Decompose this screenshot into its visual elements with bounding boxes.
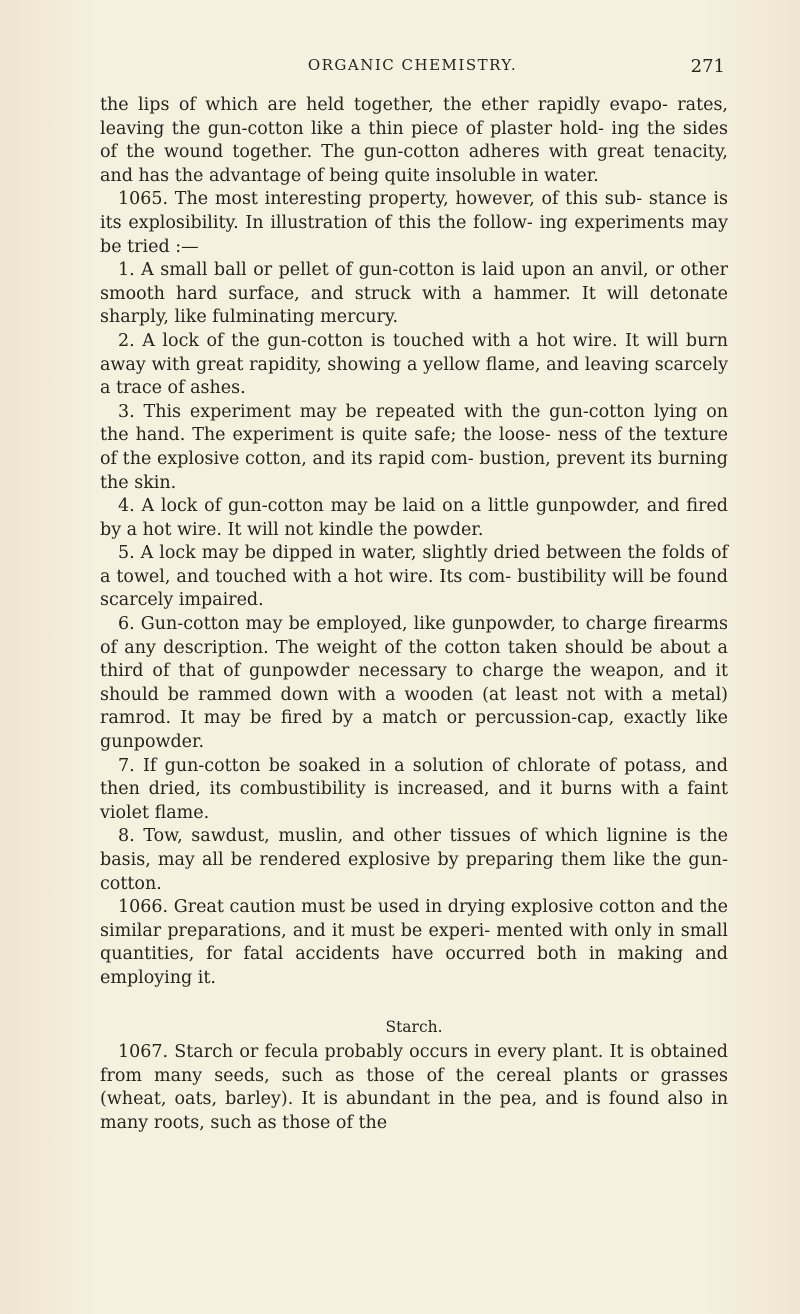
paragraph: 8. Tow, sawdust, muslin, and other tissues of which lignine is the basis, may all be rendered explosive by preparing them like the gun-cotton.	[100, 826, 728, 894]
paragraph: 1067. Starch or fecula probably occurs in every plant. It is obtained from many seeds, such as those of the cereal plants or grasses (wheat, oats, barley). It is abundant in the pea, and is found also in many roots, such as those of the	[100, 1042, 728, 1133]
paragraph: 1. A small ball or pellet of gun-cotton is laid upon an anvil, or other smooth hard surface, and struck with a hammer. It will detonate sharply, like fulminating mercury.	[100, 260, 728, 328]
paragraph: 3. This experiment may be repeated with the gun-cotton lying on the hand. The experiment is quite safe; the loose- ness of the texture of the explosive cotton, and its rapid com- bustion, prevent its burning the skin.	[100, 401, 728, 493]
paragraph: 1066. Great caution must be used in drying explosive cotton and the similar preparations, and it must be experi- mented with only in small quantities, for fatal accidents have occurred both in making and employing it.	[100, 897, 728, 988]
section-heading: Starch.	[385, 1017, 443, 1036]
paragraph: 4. A lock of gun-cotton may be laid on a little gunpowder, and fired by a hot wire. It will not kindle the powder.	[100, 496, 728, 540]
page-number: 271	[690, 56, 725, 77]
paragraph: 6. Gun-cotton may be employed, like gunpowder, to charge firearms of any description. The weight of the cotton taken should be about a third of that of gunpowder necessary to charge the weapon, and it should be rammed down with a wooden (at least not with a metal) ramrod. It may be fired by a match or percussion-cap, exactly like gunpowder.	[100, 614, 728, 753]
page-header	[100, 56, 725, 84]
paragraph: 2. A lock of the gun-cotton is touched with a hot wire. It will burn away with great rapidity, showing a yellow flame, and leaving scarcely a trace of ashes.	[100, 330, 728, 399]
running-title: ORGANIC CHEMISTRY.	[307, 56, 518, 74]
paragraph: 5. A lock may be dipped in water, slightly dried between the folds of a towel, and touched with a hot wire. Its com- bustibility will be found scarcely impaired.	[100, 543, 728, 611]
paragraph: the lips of which are held together, the ether rapidly evapo- rates, leaving the gun-cotton like a thin piece of plaster hold- ing the sides of the wound together. The gun-cotton adheres with great tenacity, and has the advantage of being quite insoluble in water.	[100, 95, 728, 186]
body-text	[100, 94, 728, 1136]
paragraph: 1065. The most interesting property, however, of this sub- stance is its explosibility. In illustration of this the follow- ing experiments may be tried :—	[100, 189, 728, 257]
paragraph: 7. If gun-cotton be soaked in a solution of chlorate of potass, and then dried, its combustibility is increased, and it burns with a faint violet flame.	[100, 755, 728, 823]
